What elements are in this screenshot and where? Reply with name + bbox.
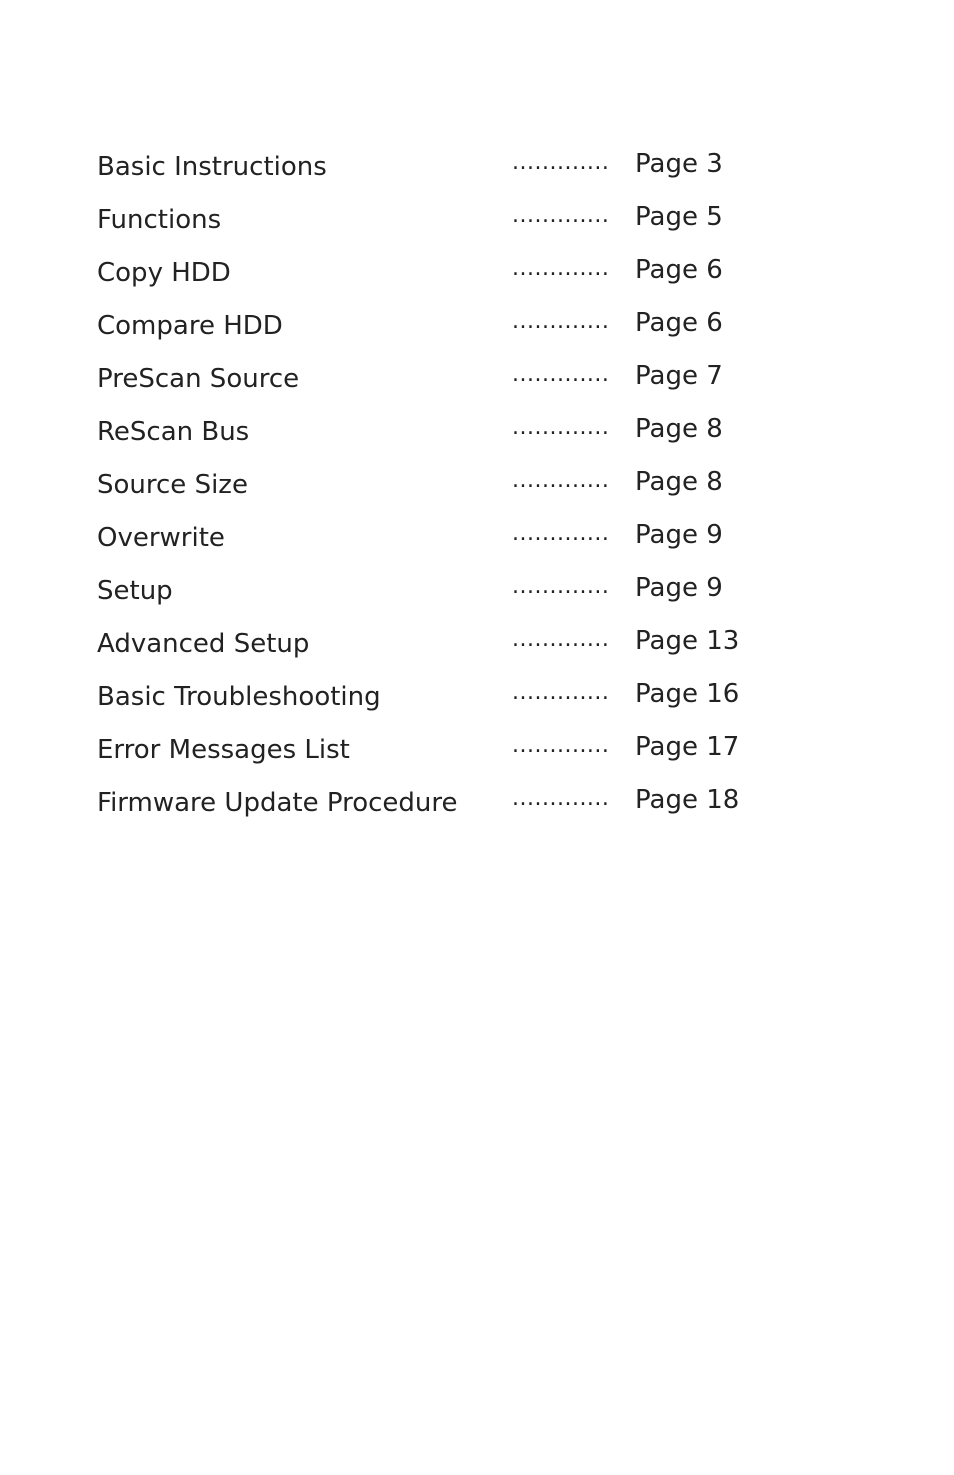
toc-dot-leader: ............. bbox=[512, 627, 610, 652]
toc-entry-functions bbox=[97, 194, 817, 247]
toc-entry-page: Page 6 bbox=[635, 255, 723, 285]
toc-entry-page: Page 18 bbox=[635, 785, 740, 815]
toc-entry-basic-troubleshooting bbox=[97, 671, 817, 724]
toc-entry-firmware-update-procedure bbox=[97, 777, 817, 830]
toc-entry-compare-hdd bbox=[97, 300, 817, 353]
toc-dot-leader: ............. bbox=[512, 574, 610, 599]
toc-entry-title: PreScan Source bbox=[97, 364, 300, 394]
toc-entry-prescan-source bbox=[97, 353, 817, 406]
toc-entry-title: Overwrite bbox=[97, 523, 225, 553]
toc-entry-title: Setup bbox=[97, 576, 173, 606]
toc-entry-page: Page 9 bbox=[635, 520, 723, 550]
toc-entry-title: Source Size bbox=[97, 470, 248, 500]
toc-entry-page: Page 17 bbox=[635, 732, 740, 762]
toc-entry-source-size bbox=[97, 459, 817, 512]
toc-entry-title: Compare HDD bbox=[97, 311, 283, 341]
toc-entry-copy-hdd bbox=[97, 247, 817, 300]
toc-entry-basic-instructions bbox=[97, 141, 817, 194]
toc-entry-title: Copy HDD bbox=[97, 258, 231, 288]
toc-entry-title: Functions bbox=[97, 205, 222, 235]
table-of-contents bbox=[97, 141, 817, 830]
toc-dot-leader: ............. bbox=[512, 680, 610, 705]
toc-entry-page: Page 7 bbox=[635, 361, 723, 391]
toc-entry-page: Page 5 bbox=[635, 202, 723, 232]
toc-dot-leader: ............. bbox=[512, 362, 610, 387]
toc-entry-page: Page 9 bbox=[635, 573, 723, 603]
toc-entry-page: Page 3 bbox=[635, 149, 723, 179]
toc-entry-setup bbox=[97, 565, 817, 618]
toc-dot-leader: ............. bbox=[512, 468, 610, 493]
toc-entry-title: ReScan Bus bbox=[97, 417, 250, 447]
toc-entry-page: Page 16 bbox=[635, 679, 740, 709]
toc-entry-page: Page 13 bbox=[635, 626, 740, 656]
toc-entry-page: Page 8 bbox=[635, 467, 723, 497]
toc-dot-leader: ............. bbox=[512, 203, 610, 228]
toc-dot-leader: ............. bbox=[512, 256, 610, 281]
toc-dot-leader: ............. bbox=[512, 521, 610, 546]
toc-entry-title: Error Messages List bbox=[97, 735, 350, 765]
toc-entry-title: Firmware Update Procedure bbox=[97, 788, 458, 818]
toc-dot-leader: ............. bbox=[512, 786, 610, 811]
toc-entry-page: Page 8 bbox=[635, 414, 723, 444]
toc-entry-error-messages-list bbox=[97, 724, 817, 777]
toc-entry-title: Basic Troubleshooting bbox=[97, 682, 381, 712]
toc-dot-leader: ............. bbox=[512, 415, 610, 440]
toc-entry-overwrite bbox=[97, 512, 817, 565]
toc-dot-leader: ............. bbox=[512, 309, 610, 334]
toc-entry-page: Page 6 bbox=[635, 308, 723, 338]
toc-entry-rescan-bus bbox=[97, 406, 817, 459]
toc-dot-leader: ............. bbox=[512, 733, 610, 758]
toc-dot-leader: ............. bbox=[512, 150, 610, 175]
toc-entry-title: Basic Instructions bbox=[97, 152, 327, 182]
toc-entry-advanced-setup bbox=[97, 618, 817, 671]
toc-entry-title: Advanced Setup bbox=[97, 629, 310, 659]
